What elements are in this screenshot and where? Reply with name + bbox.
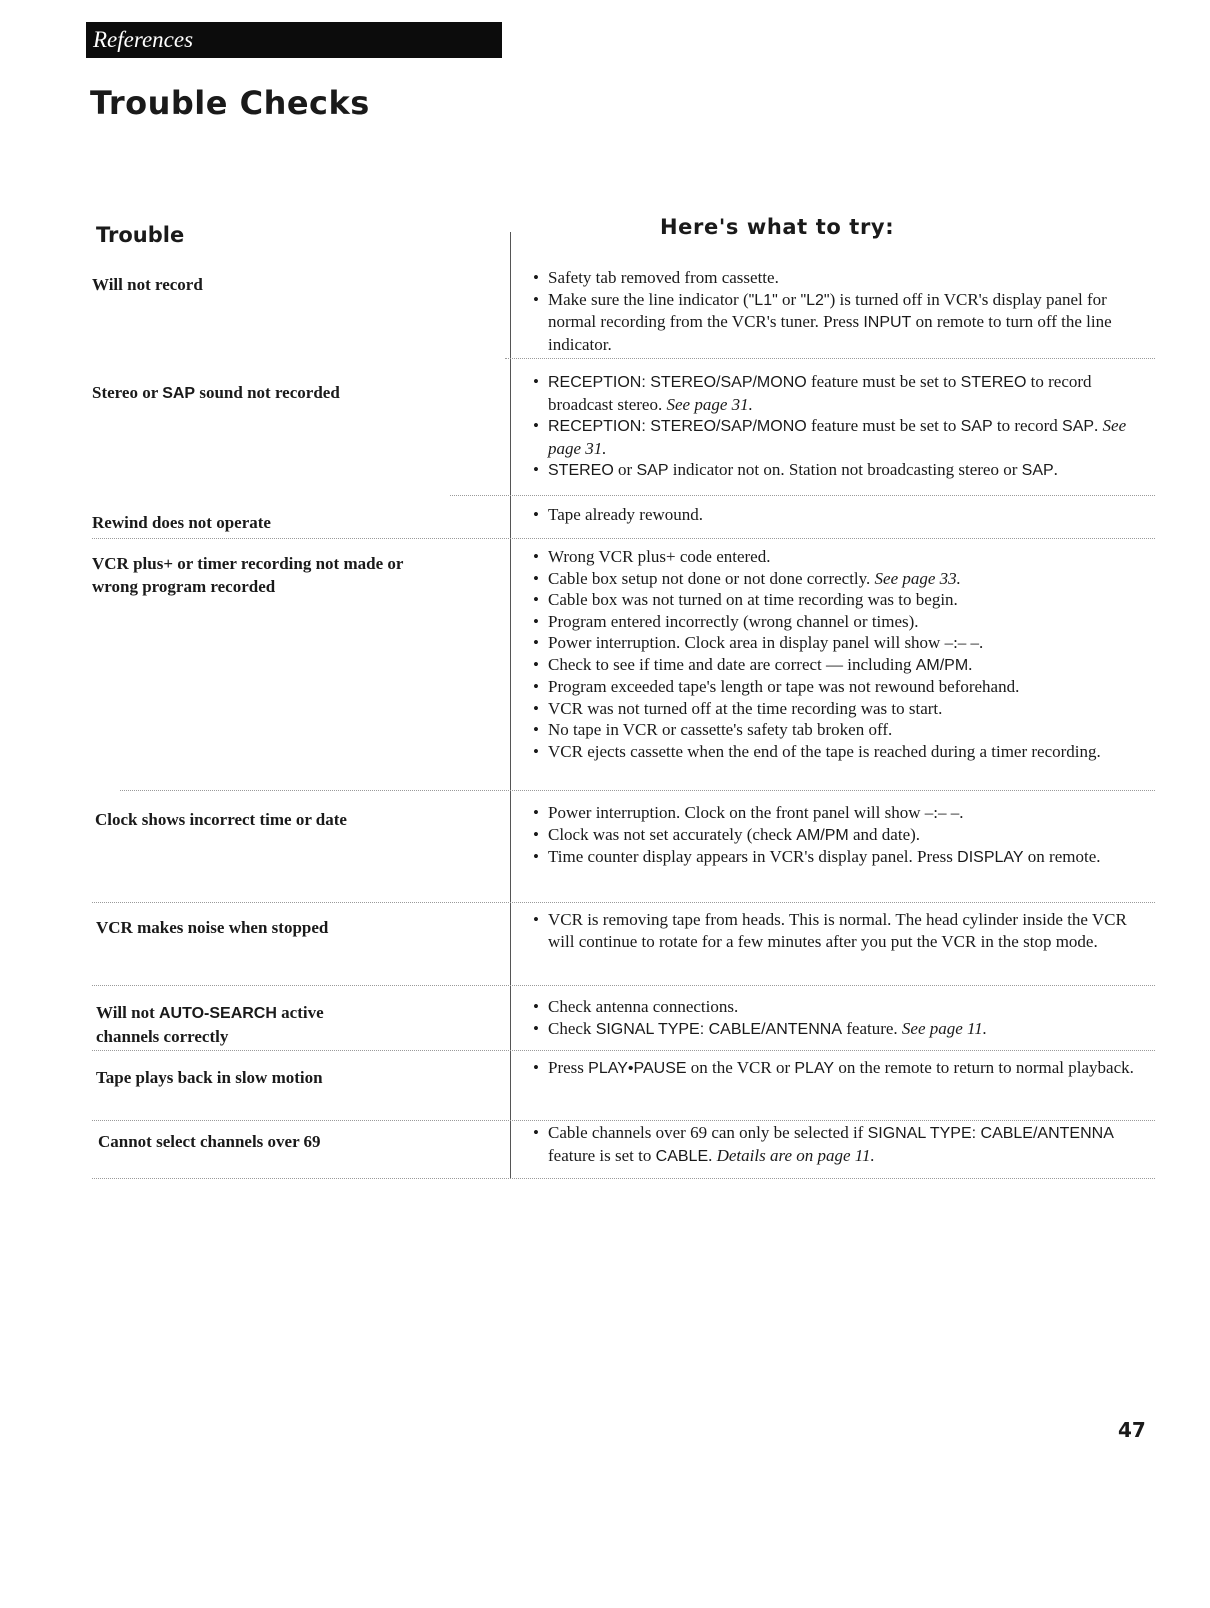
tip-item: • Program exceeded tape's length or tape was not rewound beforehand. — [530, 676, 1155, 698]
page-number: 47 — [1118, 1418, 1146, 1442]
tip-item: • Check SIGNAL TYPE: CABLE/ANTENNA feature. See page 11. — [530, 1018, 1155, 1041]
row-separator — [92, 985, 1155, 986]
tip-item: • RECEPTION: STEREO/SAP/MONO feature must be set to SAP to record SAP. See page 31. — [530, 415, 1155, 459]
tip-item: • Cable channels over 69 can only be selected if SIGNAL TYPE: CABLE/ANTENNA feature is set to CABLE. Details are on page 11. — [530, 1122, 1155, 1167]
tip-item: • Tape already rewound. — [530, 504, 1155, 526]
tip-item: • No tape in VCR or cassette's safety tab broken off. — [530, 719, 1155, 741]
page-title: Trouble Checks — [90, 84, 370, 122]
trouble-label: Clock shows incorrect time or date — [95, 810, 347, 829]
row-separator — [92, 902, 1155, 903]
tips-list — [530, 371, 1155, 482]
tip-item: • Cable box setup not done or not done correctly. See page 33. — [530, 568, 1155, 590]
column-divider — [510, 232, 511, 1178]
tip-item: • VCR ejects cassette when the end of the tape is reached during a timer recording. — [530, 741, 1155, 763]
trouble-label: Cannot select channels over 69 — [98, 1132, 321, 1151]
tip-item: • VCR was not turned off at the time recording was to start. — [530, 698, 1155, 720]
tip-item: • Power interruption. Clock area in display panel will show –:– –. — [530, 632, 1155, 654]
trouble-label: VCR makes noise when stopped — [96, 918, 329, 937]
tip-item: • Safety tab removed from cassette. — [530, 267, 1155, 289]
try-column-header: Here's what to try: — [660, 215, 895, 239]
tip-item: • Check antenna connections. — [530, 996, 1155, 1018]
tips-list — [530, 546, 1155, 762]
tip-item: • Cable box was not turned on at time recording was to begin. — [530, 589, 1155, 611]
row-separator — [505, 358, 1155, 359]
row-separator — [92, 1120, 1155, 1121]
section-tab: References — [86, 22, 502, 58]
trouble-label: VCR plus+ or timer recording not made or wrong program recorded — [92, 554, 404, 596]
trouble-label: Will not AUTO-SEARCH active channels correctly — [96, 1003, 324, 1046]
row-separator — [92, 538, 1155, 539]
tips-list — [530, 909, 1155, 952]
trouble-label: Stereo or SAP sound not recorded — [92, 383, 340, 402]
tips-list — [530, 802, 1155, 869]
tip-item: • Check to see if time and date are correct — including AM/PM. — [530, 654, 1155, 677]
tips-list — [530, 1122, 1155, 1167]
tip-item: • Time counter display appears in VCR's display panel. Press DISPLAY on remote. — [530, 846, 1155, 869]
tip-item: • RECEPTION: STEREO/SAP/MONO feature must be set to STEREO to record broadcast stereo. See page 31. — [530, 371, 1155, 415]
tips-list — [530, 267, 1155, 355]
tip-item: • Power interruption. Clock on the front panel will show –:– –. — [530, 802, 1155, 824]
row-separator — [450, 495, 1155, 496]
row-separator — [120, 790, 1155, 791]
tip-item: • VCR is removing tape from heads. This is normal. The head cylinder inside the VCR will continue to rotate for a few minutes after you put the VCR in the stop mode. — [530, 909, 1155, 952]
row-separator — [92, 1178, 1155, 1179]
tip-item: • Program entered incorrectly (wrong channel or times). — [530, 611, 1155, 633]
trouble-column-header: Trouble — [96, 223, 185, 247]
tip-item: • STEREO or SAP indicator not on. Station not broadcasting stereo or SAP. — [530, 459, 1155, 482]
row-separator — [92, 1050, 1155, 1051]
tips-list — [530, 504, 1155, 526]
tip-item: • Press PLAY•PAUSE on the VCR or PLAY on the remote to return to normal playback. — [530, 1057, 1155, 1080]
trouble-label: Rewind does not operate — [92, 513, 271, 532]
tip-item: • Make sure the line indicator ("L1" or "L2") is turned off in VCR's display panel for normal recording from the VCR's tuner. Press INPUT on remote to turn off the line indicator. — [530, 289, 1155, 356]
tips-list — [530, 996, 1155, 1040]
tips-list — [530, 1057, 1155, 1080]
trouble-label: Tape plays back in slow motion — [96, 1068, 323, 1087]
tip-item: • Clock was not set accurately (check AM/PM and date). — [530, 824, 1155, 847]
trouble-label: Will not record — [92, 275, 203, 294]
tip-item: • Wrong VCR plus+ code entered. — [530, 546, 1155, 568]
